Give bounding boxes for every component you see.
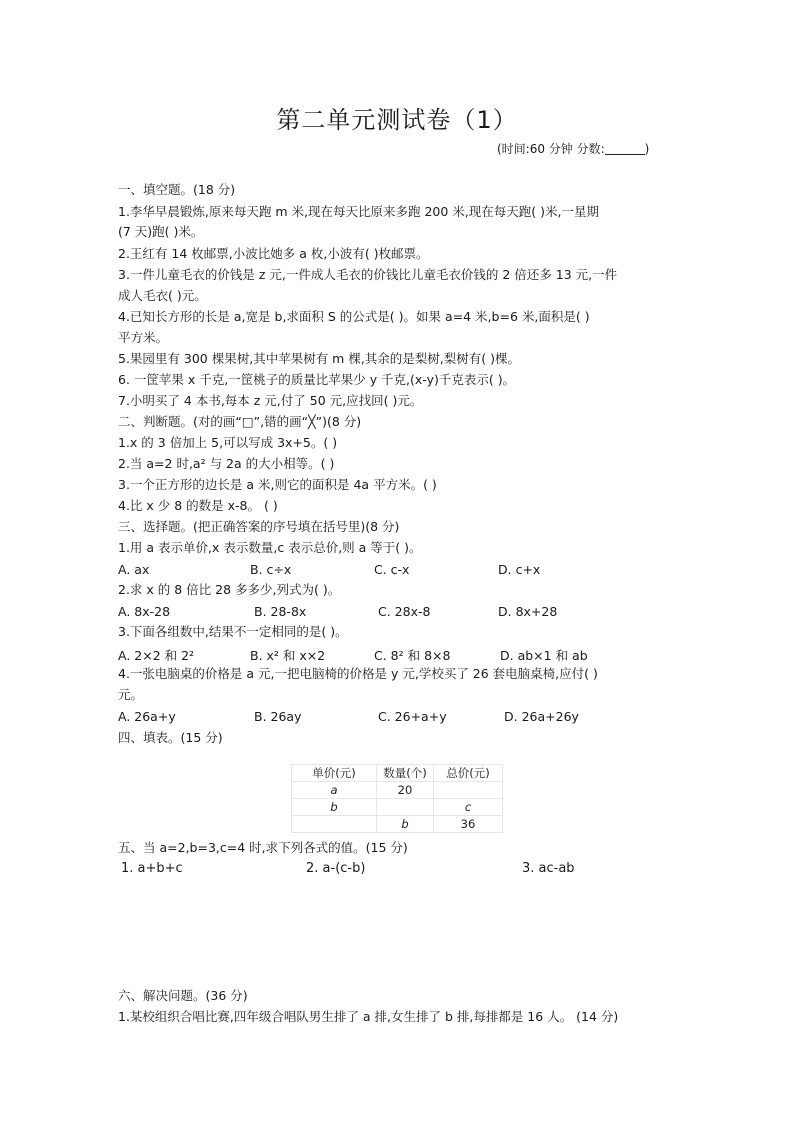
exam-meta xyxy=(497,140,649,157)
option: D. ab×1 和 ab xyxy=(500,648,588,663)
option: C. c-x xyxy=(374,562,410,577)
section5-heading: 五、当 a=2,b=3,c=4 时,求下列各式的值。(15 分) xyxy=(118,840,408,855)
option: D. 26a+26y xyxy=(504,709,579,724)
s1-line: 成人毛衣( )元。 xyxy=(118,288,207,303)
section2-heading: 二、判断题。(对的画“□”,错的画“╳”)(8 分) xyxy=(118,414,362,429)
option: C. 28x-8 xyxy=(378,604,431,619)
section6-heading: 六、解决问题。(36 分) xyxy=(118,988,248,1003)
s2-line: 1.x 的 3 倍加上 5,可以写成 3x+5。( ) xyxy=(118,435,338,450)
s2-line: 3.一个正方形的边长是 a 米,则它的面积是 4a 平方米。( ) xyxy=(118,477,437,492)
s1-line: 4.已知长方形的长是 a,宽是 b,求面积 S 的公式是( )。如果 a=4 米,b=6 米,面积是( ) xyxy=(118,309,590,324)
table-cell xyxy=(377,799,434,816)
s3-question: 3.下面各组数中,结果不一定相同的是( )。 xyxy=(118,624,348,639)
section4-heading: 四、填表。(15 分) xyxy=(118,730,223,745)
s6-line: 1.某校组织合唱比赛,四年级合唱队男生排了 a 排,女生排了 b 排,每排都是 16 人。 (14 分) xyxy=(118,1009,619,1024)
table-row xyxy=(292,782,503,799)
s3-options xyxy=(118,604,678,620)
s1-line: 平方米。 xyxy=(118,330,169,345)
s2-line: 2.当 a=2 时,a² 与 2a 的大小相等。( ) xyxy=(118,456,335,471)
table-header: 数量(个) xyxy=(377,765,434,782)
s1-line: 6. 一筐苹果 x 千克,一筐桃子的质量比苹果少 y 千克,(x-y)千克表示( )。 xyxy=(118,372,516,387)
table-header: 总价(元) xyxy=(434,765,503,782)
option: A. 26a+y xyxy=(118,709,176,724)
table-cell: b xyxy=(292,799,377,816)
option: D. 8x+28 xyxy=(498,604,558,619)
option: D. c+x xyxy=(498,562,541,577)
option: B. 26ay xyxy=(254,709,302,724)
s1-line: 2.王红有 14 枚邮票,小波比她多 a 枚,小波有( )枚邮票。 xyxy=(118,246,429,261)
s3-question-cont: 元。 xyxy=(118,687,144,702)
option: A. 2×2 和 2² xyxy=(118,648,195,663)
time-score-label: (时间:60 分钟 分数: xyxy=(497,142,605,156)
table-cell: 20 xyxy=(377,782,434,799)
s3-options xyxy=(118,709,678,725)
section3-heading: 三、选择题。(把正确答案的序号填在括号里)(8 分) xyxy=(118,519,400,534)
score-blank xyxy=(605,142,645,155)
table-cell: c xyxy=(434,799,503,816)
calc-item: 3. ac-ab xyxy=(522,861,575,876)
calc-item: 1. a+b+c xyxy=(121,861,183,876)
option: B. 28-8x xyxy=(254,604,307,619)
table-cell: a xyxy=(292,782,377,799)
table-header-row xyxy=(292,765,503,782)
s3-question: 1.用 a 表示单价,x 表示数量,c 表示总价,则 a 等于( )。 xyxy=(118,540,422,555)
s1-line: 1.李华早晨锻炼,原来每天跑 m 米,现在每天比原来多跑 200 米,现在每天跑( )米,一星期 xyxy=(118,204,599,219)
s3-question: 4.一张电脑桌的价格是 a 元,一把电脑椅的价格是 y 元,学校买了 26 套电脑桌椅,应付( ) xyxy=(118,666,598,681)
option: A. ax xyxy=(118,562,150,577)
table-cell: b xyxy=(377,816,434,833)
table-cell: 36 xyxy=(434,816,503,833)
option: B. x² 和 x×2 xyxy=(250,648,326,663)
option: C. 26+a+y xyxy=(378,709,447,724)
s1-line: 5.果园里有 300 棵果树,其中苹果树有 m 棵,其余的是梨树,梨树有( )棵。 xyxy=(118,351,521,366)
fill-table xyxy=(291,764,503,833)
s1-line: 7.小明买了 4 本书,每本 z 元,付了 50 元,应找回( )元。 xyxy=(118,393,423,408)
table-row xyxy=(292,816,503,833)
s3-options xyxy=(118,646,678,662)
meta-close: ) xyxy=(644,142,650,156)
s3-options xyxy=(118,562,678,578)
option: B. c÷x xyxy=(250,562,292,577)
table-header: 单价(元) xyxy=(292,765,377,782)
s1-line: (7 天)跑( )米。 xyxy=(118,224,204,239)
s1-line: 3.一件儿童毛衣的价钱是 z 元,一件成人毛衣的价钱比儿童毛衣价钱的 2 倍还多 13 元,一件 xyxy=(118,267,618,282)
table-cell xyxy=(434,782,503,799)
table-cell xyxy=(292,816,377,833)
calc-item: 2. a-(c-b) xyxy=(306,861,366,876)
table-row xyxy=(292,799,503,816)
section1-heading: 一、填空题。(18 分) xyxy=(118,182,236,197)
option: C. 8² 和 8×8 xyxy=(374,648,451,663)
page-title: 第二单元测试卷（1） xyxy=(276,106,518,134)
option: A. 8x-28 xyxy=(118,604,171,619)
s2-line: 4.比 x 少 8 的数是 x-8。 ( ) xyxy=(118,498,278,513)
s3-question: 2.求 x 的 8 倍比 28 多多少,列式为( )。 xyxy=(118,582,341,597)
